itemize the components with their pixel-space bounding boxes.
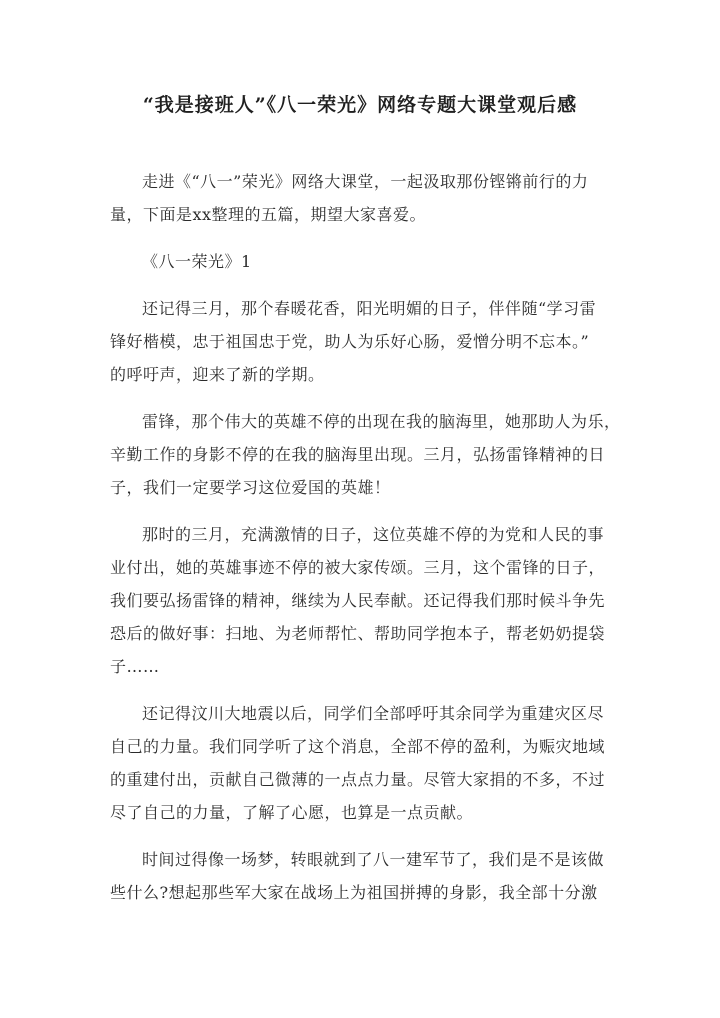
text-line: 量，下面是xx整理的五篇，期望大家喜爱。 <box>110 205 427 224</box>
document-title: “我是接班人”《八一荣光》网络专题大课堂观后感 <box>142 94 578 116</box>
text-line: 《八一荣光》1 <box>142 252 252 271</box>
text-line: 我们要弘扬雷锋的精神，继续为人民奉献。还记得我们那时候斗争先 <box>110 591 606 610</box>
text-line: 子…… <box>110 657 160 676</box>
text-line: 子，我们一定要学习这位爱国的英雄！ <box>110 478 391 497</box>
paragraph <box>110 405 621 504</box>
section-heading <box>110 245 610 278</box>
text-line: 辛勤工作的身影不停的在我的脑海里出现。三月，弘扬雷锋精神的日 <box>110 445 606 464</box>
paragraph <box>110 292 610 391</box>
text-line: 自己的力量。我们同学听了这个消息，全部不停的盈利，为赈灾地域 <box>110 737 606 756</box>
text-line: 那时的三月，充满激情的日子，这位英雄不停的为党和人民的事 <box>142 525 605 544</box>
text-line: 还记得三月，那个春暖花香，阳光明媚的日子，伴伴随“学习雷 <box>142 299 597 318</box>
text-line: 雷锋，那个伟大的英雄不停的出现在我的脑海里，她那助人为乐， <box>142 412 621 431</box>
text-line: 业付出，她的英雄事迹不停的被大家传颂。三月，这个雷锋的日子， <box>110 558 606 577</box>
text-line: 还记得汶川大地震以后，同学们全部呼吁其余同学为重建灾区尽 <box>142 704 605 723</box>
text-line: 的呼吁声，迎来了新的学期。 <box>110 365 325 384</box>
text-line: 恐后的做好事：扫地、为老师帮忙、帮助同学抱本子，帮老奶奶提袋 <box>110 624 606 643</box>
text-line: 时间过得像一场梦，转眼就到了八一建军节了，我们是不是该做 <box>142 850 605 869</box>
text-line: 的重建付出，贡献自己微薄的一点点力量。尽管大家捐的不多，不过 <box>110 770 606 789</box>
paragraph-intro <box>110 165 610 231</box>
paragraph <box>110 843 610 909</box>
document-body <box>110 165 621 923</box>
text-line: 尽了自己的力量，了解了心愿，也算是一点贡献。 <box>110 803 474 822</box>
paragraph <box>110 697 610 829</box>
text-line: 走进《“八一”荣光》网络大课堂，一起汲取那份铿锵前行的力 <box>142 172 589 191</box>
text-line: 些什么?想起那些军大家在战场上为祖国拼搏的身影，我全部十分激 <box>110 883 598 902</box>
text-line: 锋好楷模，忠于祖国忠于党，助人为乐好心肠，爱憎分明不忘本。” <box>110 332 590 351</box>
paragraph <box>110 518 610 683</box>
